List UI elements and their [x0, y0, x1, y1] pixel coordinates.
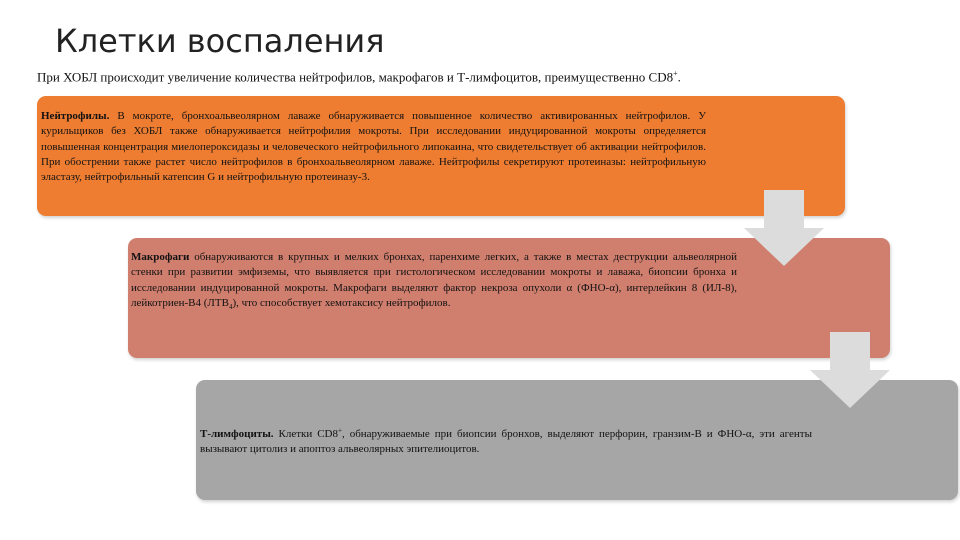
- intro-end: .: [677, 69, 681, 85]
- slide-title: Клетки воспаления: [55, 22, 385, 60]
- slide-intro: [37, 69, 937, 85]
- intro-text: При ХОБЛ происходит увеличение количества нейтрофилов, макрофагов и Т-лимфоцитов, преимущественно CD8: [37, 69, 674, 85]
- lymphocytes-tail: , обнаруживаемые при биопсии бронхов, выделяют перфорин, гранзим-В и ФНО-α, эти агенты вызывают цитолиз и апоптоз альвеолярных эпителиоцитов.: [200, 428, 813, 456]
- intro-superscript: +: [673, 69, 678, 78]
- macrophages-text: [131, 250, 737, 311]
- macrophages-tail: ), что способствует хемотаксису нейтрофилов.: [232, 296, 451, 309]
- down-arrow-icon: [810, 332, 890, 408]
- lymphocytes-superscript: +: [338, 426, 342, 435]
- neutrophils-body: В мокроте, бронхоальвеолярном лаваже обнаруживается повышенное количество активированных нейтрофилов. У курильщиков без ХОБЛ также обнаруживается нейтрофилия мокроты. При исследовании индуцированной мокроты определяется повышенная концентрация миелопероксидазы и человеческого нейтрофильного липокаина, что свидетельствует об активации нейтрофилов. При обострении также растет число нейтрофилов в бронхоальвеолярном лаваже. Нейтрофилы секретируют протеиназы: нейтрофильную эластазу, нейтрофильный катепсин G и нейтрофильную протеиназу-3.: [41, 110, 706, 184]
- lymphocytes-text: [200, 427, 812, 458]
- lymphocytes-term: Т-лимфоциты.: [200, 428, 274, 440]
- lymphocytes-body: Клетки CD8: [273, 428, 339, 440]
- macrophages-term: Макрофаги: [131, 251, 190, 263]
- macrophages-body: обнаруживаются в крупных и мелких бронхах, паренхиме легких, а также в местах деструкции альвеолярной стенки при развитии эмфиземы, что выявляется при гистологическом исследовании мокроты и лаважа, биопсии бронха и исследовании индуцированной мокроты. Макрофаги выделяют фактор некроза опухоли α (ФНО-α), интерлейкин 8 (ИЛ-8), лейкотриен-В4 (ЛТВ: [131, 251, 737, 309]
- neutrophils-text: [41, 109, 706, 185]
- neutrophils-term: Нейтрофилы.: [41, 110, 110, 122]
- macrophages-subscript: 4: [228, 303, 233, 312]
- down-arrow-icon: [744, 190, 824, 266]
